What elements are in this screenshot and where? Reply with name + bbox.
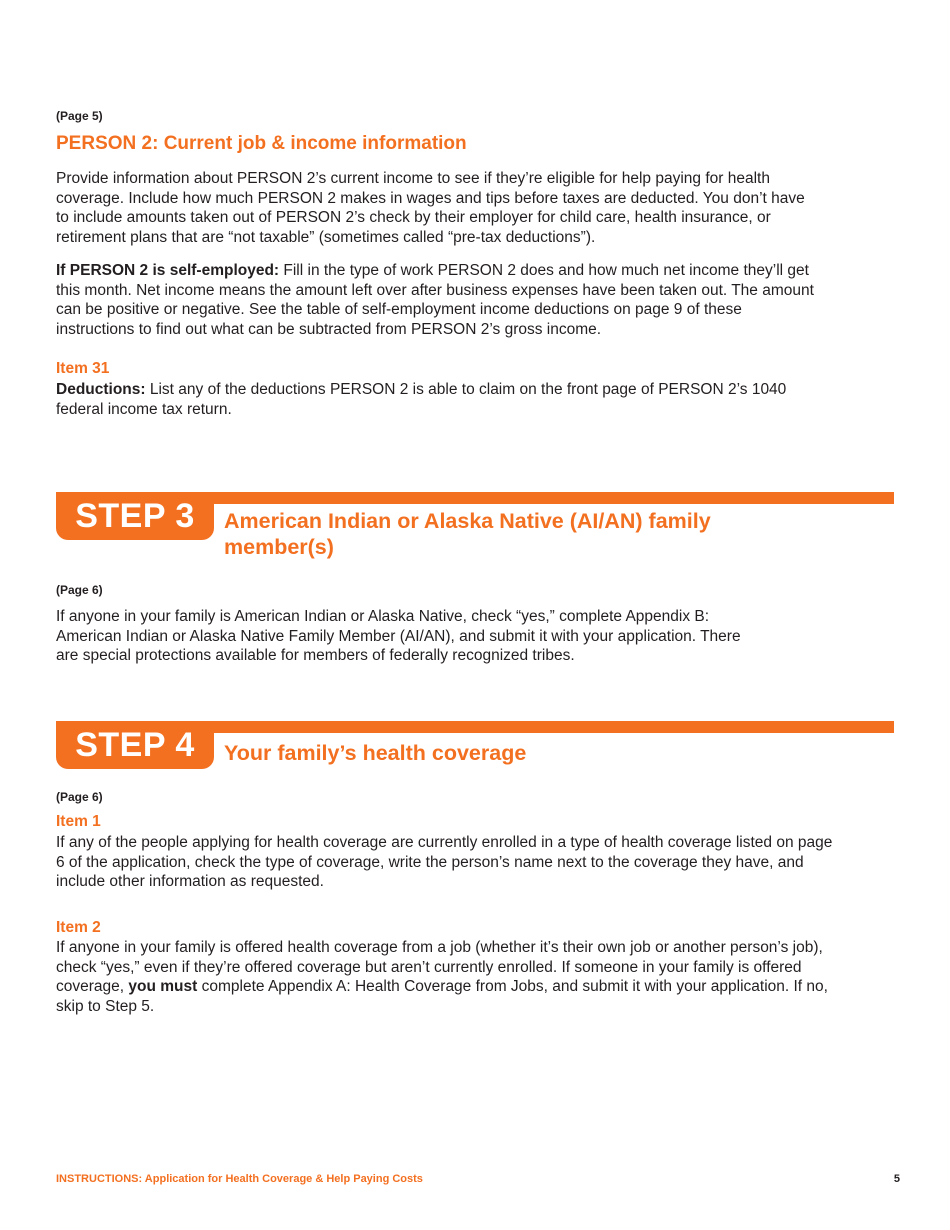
deductions-text: List any of the deductions PERSON 2 is able to claim on the front page of PERSON 2’s 1040 federal income tax return. (56, 381, 787, 418)
step4-heading: Your family’s health coverage (224, 741, 527, 765)
deductions-label: Deductions: (56, 381, 146, 398)
step3-paragraph: If anyone in your family is American Indian or Alaska Native, check “yes,” complete Appendix B: American Indian or Alaska Native Family Member (AI/AN), and submit it with your application. There are special protections available for members of federally recognized tribes. (56, 608, 741, 664)
step4-tab: STEP 4 (56, 721, 214, 769)
deductions-paragraph (56, 380, 816, 419)
step3-tab: STEP 3 (56, 492, 214, 540)
item-1-label: Item 1 (56, 813, 101, 830)
footer-title: INSTRUCTIONS: Application for Health Coverage & Help Paying Costs (56, 1173, 423, 1185)
step3-heading-line1: American Indian or Alaska Native (AI/AN) family (224, 509, 711, 533)
item-1-paragraph: If any of the people applying for health coverage are currently enrolled in a type of health coverage listed on page 6 of the application, check the type of coverage, write the person’s name next to the coverage they have, and include other information as requested. (56, 834, 833, 890)
item-2-text-a: If anyone in your family is offered health coverage from a job (whether it’s their own job or another person’s job), check “yes,” even if they’re offered coverage but aren’t currently enrolled. If someone in your family is offered coverage, (56, 939, 823, 995)
item-2-bold: you must (128, 978, 198, 995)
page-ref-step4: (Page 6) (56, 790, 103, 804)
item-2-label: Item 2 (56, 919, 101, 936)
self-employed-label: If PERSON 2 is self-employed: (56, 262, 280, 279)
person2-intro: Provide information about PERSON 2’s current income to see if they’re eligible for help paying for health coverage. Include how much PERSON 2 makes in wages and tips before taxes are deducted. You don’t have to include amounts taken out of PERSON 2’s check by their employer for child care, health insurance, or retirement plans that are “not taxable” (sometimes called “pre-tax deductions”). (56, 170, 805, 246)
item-2-paragraph (56, 938, 836, 1016)
person2-self-employed-paragraph (56, 261, 816, 339)
person2-section-title: PERSON 2: Current job & income information (56, 133, 467, 154)
self-employed-text: Fill in the type of work PERSON 2 does and how much net income they’ll get this month. Net income means the amount left over after business expenses have been taken out. The amount can be positive or negative. See the table of self-employment income deductions on page 9 of these instructions to find out what can be subtracted from PERSON 2’s gross income. (56, 262, 814, 338)
step3-heading-line2: member(s) (224, 535, 334, 559)
item-2-text-b: complete Appendix A: Health Coverage from Jobs, and submit it with your application. If no, skip to Step 5. (56, 978, 828, 1015)
footer-page-number: 5 (893, 1173, 900, 1185)
step3-heading (224, 508, 711, 560)
item-31-label: Item 31 (56, 360, 110, 377)
page-ref-person2: (Page 5) (56, 109, 103, 123)
page-ref-step3: (Page 6) (56, 583, 103, 597)
